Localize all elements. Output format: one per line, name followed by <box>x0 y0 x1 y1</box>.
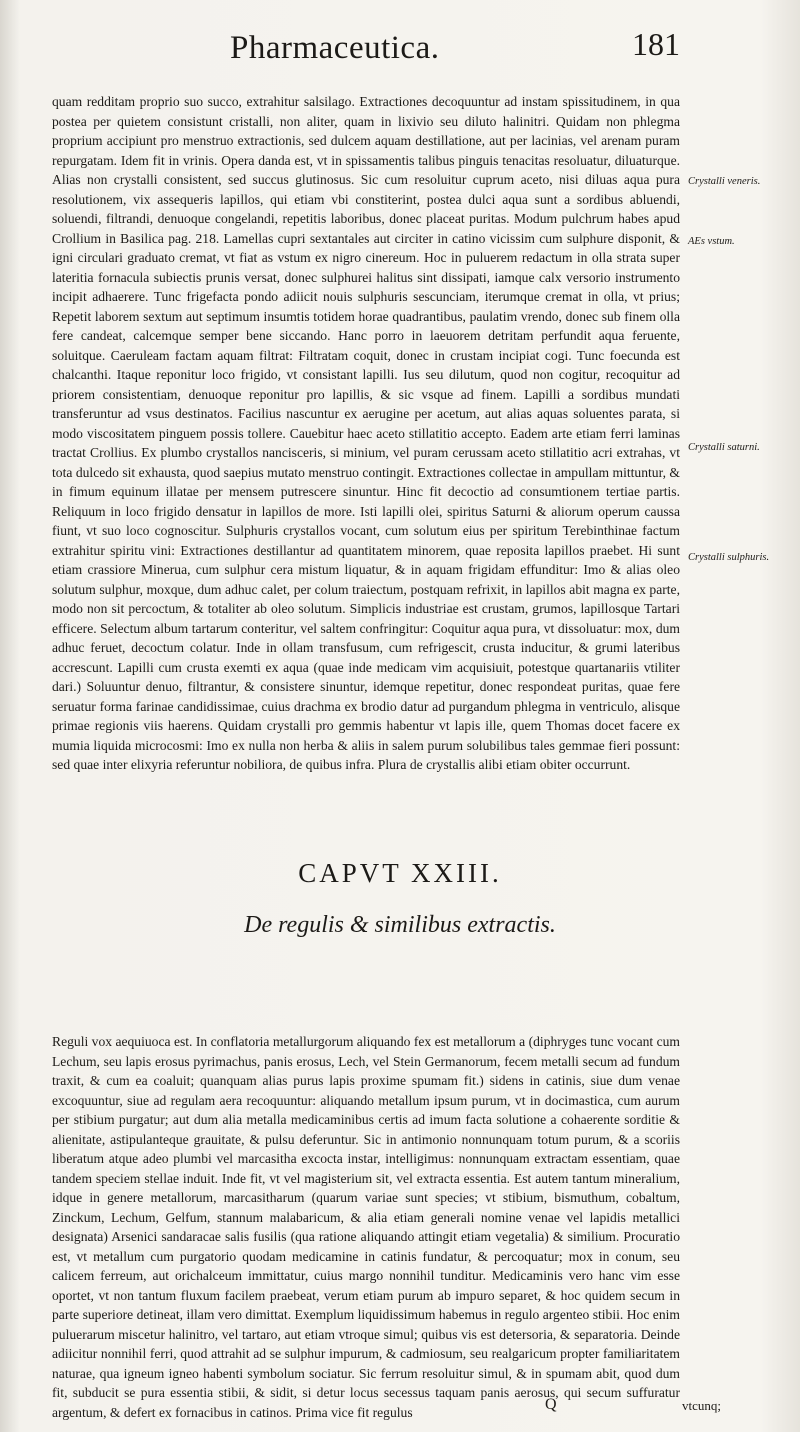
signature-mark: Q <box>545 1396 557 1413</box>
margin-note-3: Crystalli saturni. <box>688 442 760 453</box>
page-number: 181 <box>632 26 680 62</box>
catchword: vtcunq; <box>682 1398 721 1413</box>
body-text-upper: quam redditam proprio suo succo, extrahitur salsilago. Extractiones decoquuntur ad instam spissitudinem, in qua postea per quietem consistunt cristalli, non aliter, quam in lixivio seu diluto halinitri. Quidam non phlegma proprium accipiunt pro menstruo extractionis, sed dulcem aquam destillatione, aut per lacinias, vel arenam puram repurgatam. Idem fit in vrinis. Opera danda est, vt in spissamentis talibus pinguis tenacitas resoluatur, diluaturque. Alias non crystalli consistent, sed succus glutinosus. Sic cum resoluitur cuprum aceto, nisi diluas aqua pura resolutionem, vix assequeris lapillos, qui etiam vbi constiterint, postea dulci aqua sunt a sordibus abluendi, soluendi, filtrandi, denuoque congelandi, repetitis laboribus, donec placeat puritas. Modum pulchrum habes apud Crollium in Basilica pag. 218. Lamellas cupri sextantales aut circiter in catino vicissim cum sulphure disponit, & igni circulari graduato cremat, vt fiat as vstum ex nigro cinereum. Hoc in puluerem redactum in olla strata super lateritia fornacula subiectis prunis versat, donec sulphurei halitus sint dissipati, iamque calx versorio instrumento incipit adhaerere. Tunc frigefacta pondo adiicit nouis sulphuris sescunciam, iterumque cremat in olla, vt prius; Repetit laborem sextum aut septimum insumtis totidem horae quadrantibus, paulatim vrendo, donec sub finem olla fere candeat, calcemque semper bene siccando. Hanc porro in laeuorem detritam perfundit aqua feruente, soluitque. Caeruleam factam aquam filtrat: Filtratam coquit, donec in crustam incipiat cogi. Tunc foecunda est chalcanthi. Itaque reponitur loco frigido, vt consistant lapilli. Ius seu dilutum, quod non cogitur, recoquitur ad priorem consistentiam, denuoque reponitur pro lapillis, & sic vsque ad finem. Lapilli a sordibus mundati transferuntur ad vsus destinatos. Facilius nascuntur ex aerugine per acetum, aut alias aquas soluentes parata, si modo viscositatem pinguem possis tollere. Cauebitur haec aceto stillatitio accepto. Eadem arte etiam ferri laminas tractat Crollius. Ex plumbo crystallos nancisceris, si minium, vel puram cerussam aceto stillatitio acri extrahas, vt tota dulcedo sit exhausta, quod saepius mutato menstruo contingit. Extractiones collectae in ampullam mittuntur, & in fimum equinum illatae per mensem putrescere sinuntur. Hinc fit decoctio ad consumtionem tertiae partis. Reliquum in loco frigido densatur in lapillos de more. Isti lapilli olei, spiritus Saturni & aliorum operum caussa fiunt, vt suo loco cognoscitur. Sulphuris crystallos vocant, cum solutum eius per spiritum Terebinthinae factum extrahitur spiritu vini: Extractiones destillantur ad quantitatem minorem, quae reposita lapillos praebet. Hi sunt etiam crassiore Minerua, cum sulphur cera mistum liquatur, & in aquam frigidam effunditur: Imo & alias oleo solutum sulphur, moxque, dum adhuc calet, per colum traiectum, postquam refrixit, in lapillos abit magna ex parte, modo non sit percoctum, & totaliter ab oleo solutum. Simplicis industriae est crustam, grumos, lapillosque Tartari efficere. Selectum album tartarum conteritur, vel saltem confringitur: Coquitur aqua pura, vt dissoluatur: mox, dum adhuc feruet, decoctum colatur. Inde in ollam transfusum, cum refrigescit, crusta inducitur, & grumi lateribus accrescunt. Lapilli cum crusta exemti ex aqua (quae inde medicam vim acquisiuit, potestque quartanariis vtiliter dari.) Soluuntur denuo, filtrantur, & consistere sinuntur, idemque repetitur, donec respondeat puritas, quae fere seruatur forma farinae candidissimae, cuius drachma ex brodio datur ad purgandum phlegma in ventriculo, alisque primae regionis viis haerens. Quidam crystalli pro gemmis habentur vt lapis ille, quem Thomas docet facere ex mumia liquida microcosmi: Imo ex nulla non herba & aliis in salem purum solubilibus tales gemmae fieri possunt: sed quae inter elixyria referuntur nobiliora, de quibus infra. Plura de crystallis alibi etiam obiter occurrunt. <box>52 94 680 772</box>
margin-note-4: Crystalli sulphuris. <box>688 552 770 563</box>
body-text-lower: Reguli vox aequiuoca est. In conflatoria metallurgorum aliquando fex est metallorum a (diphryges tunc vocant cum Lechum, seu lapis erosus pyrimachus, panis erosus, Lech, vel Stein Germanorum, fecem metalli secum ad fundum traxit, & cum ea coaluit; quanquam alias purus lapis proxime spumam fit.) sidens in catinis, siue dum venae excoquuntur, siue ad regulam aera recoquuntur: aliquando metallum ipsum purum, vt in docimastica, cum aurum per stibium purgatur; aut dum alia metalla medicaminibus certis ad imum facta solutione a cohaerente sorditie & alienitate, astipulanteque grauitate, & pulsu deferuntur. Sic in antimonio nonnunquam totum purum, & a scoriis liberatum atque adeo plumbi vel marcasitha excocta instar, intelligimus: nonnunquam extractam essentiam, quae tandem speciem stellae induit. Inde fit, vt vel magisterium sit, vel extracta essentia. Est autem tantum mineralium, idque in genere metallorum, marcasitharum (quarum variae sunt species; vt stibium, bismuthum, cobaltum, Zinckum, Lechum, Gelfum, stannum malabaricum, & alia etiam generali nomine venae vel lapidis metallici designata) Arsenici sandaracae salis fusilis (qua ratione aliquando attingit etiam vegetalia) & similium. Procuratio est, vt metallum cum purgatorio quodam medicamine in catinis fundatur, & percoquatur; mox in conum, seu calicem ferreum, aut orichalceum immittatur, cuius margo nonnihil tunditur. Medicaminis vero hanc vim esse oportet, vt non tantum fluxum facilem praebeat, verum etiam purum ab impuro separet, & hoc quidem secum in parte superiore detineat, illam vero dimittat. Exemplum liquidissimum habemus in regulo argenteo stibii. Hoc enim puluerarum miscetur halinitro, vel tartaro, aut etiam vtroque simul; quibus vis est detersoria, & separatoria. Deinde adiicitur nonnihil ferri, quod attrahit ad se sulphur impurum, & cadmiosum, seu realgaricum propter familiaritatem naturae, qua igneum igneo habenti symbolum sociatur. Sic ferrum resoluitur simul, & in spumam abit, quod dum fit, subducit se pura essentia stibii, & sidit, si detur locus secessus taquam panis aerosus, qui secum suffuratur argentum, & defert ex fornacibus in catinos. Prima vice fit regulus <box>52 1034 680 1420</box>
margin-note-2: AEs vstum. <box>688 236 735 247</box>
page-header <box>0 22 800 72</box>
margin-note-1: Crystalli veneris. <box>688 176 761 187</box>
running-title: Pharmaceutica. <box>230 30 440 66</box>
chapter-heading: CAPVT XXIII. <box>298 858 502 888</box>
chapter-subtitle: De regulis & similibus extractis. <box>244 912 556 938</box>
